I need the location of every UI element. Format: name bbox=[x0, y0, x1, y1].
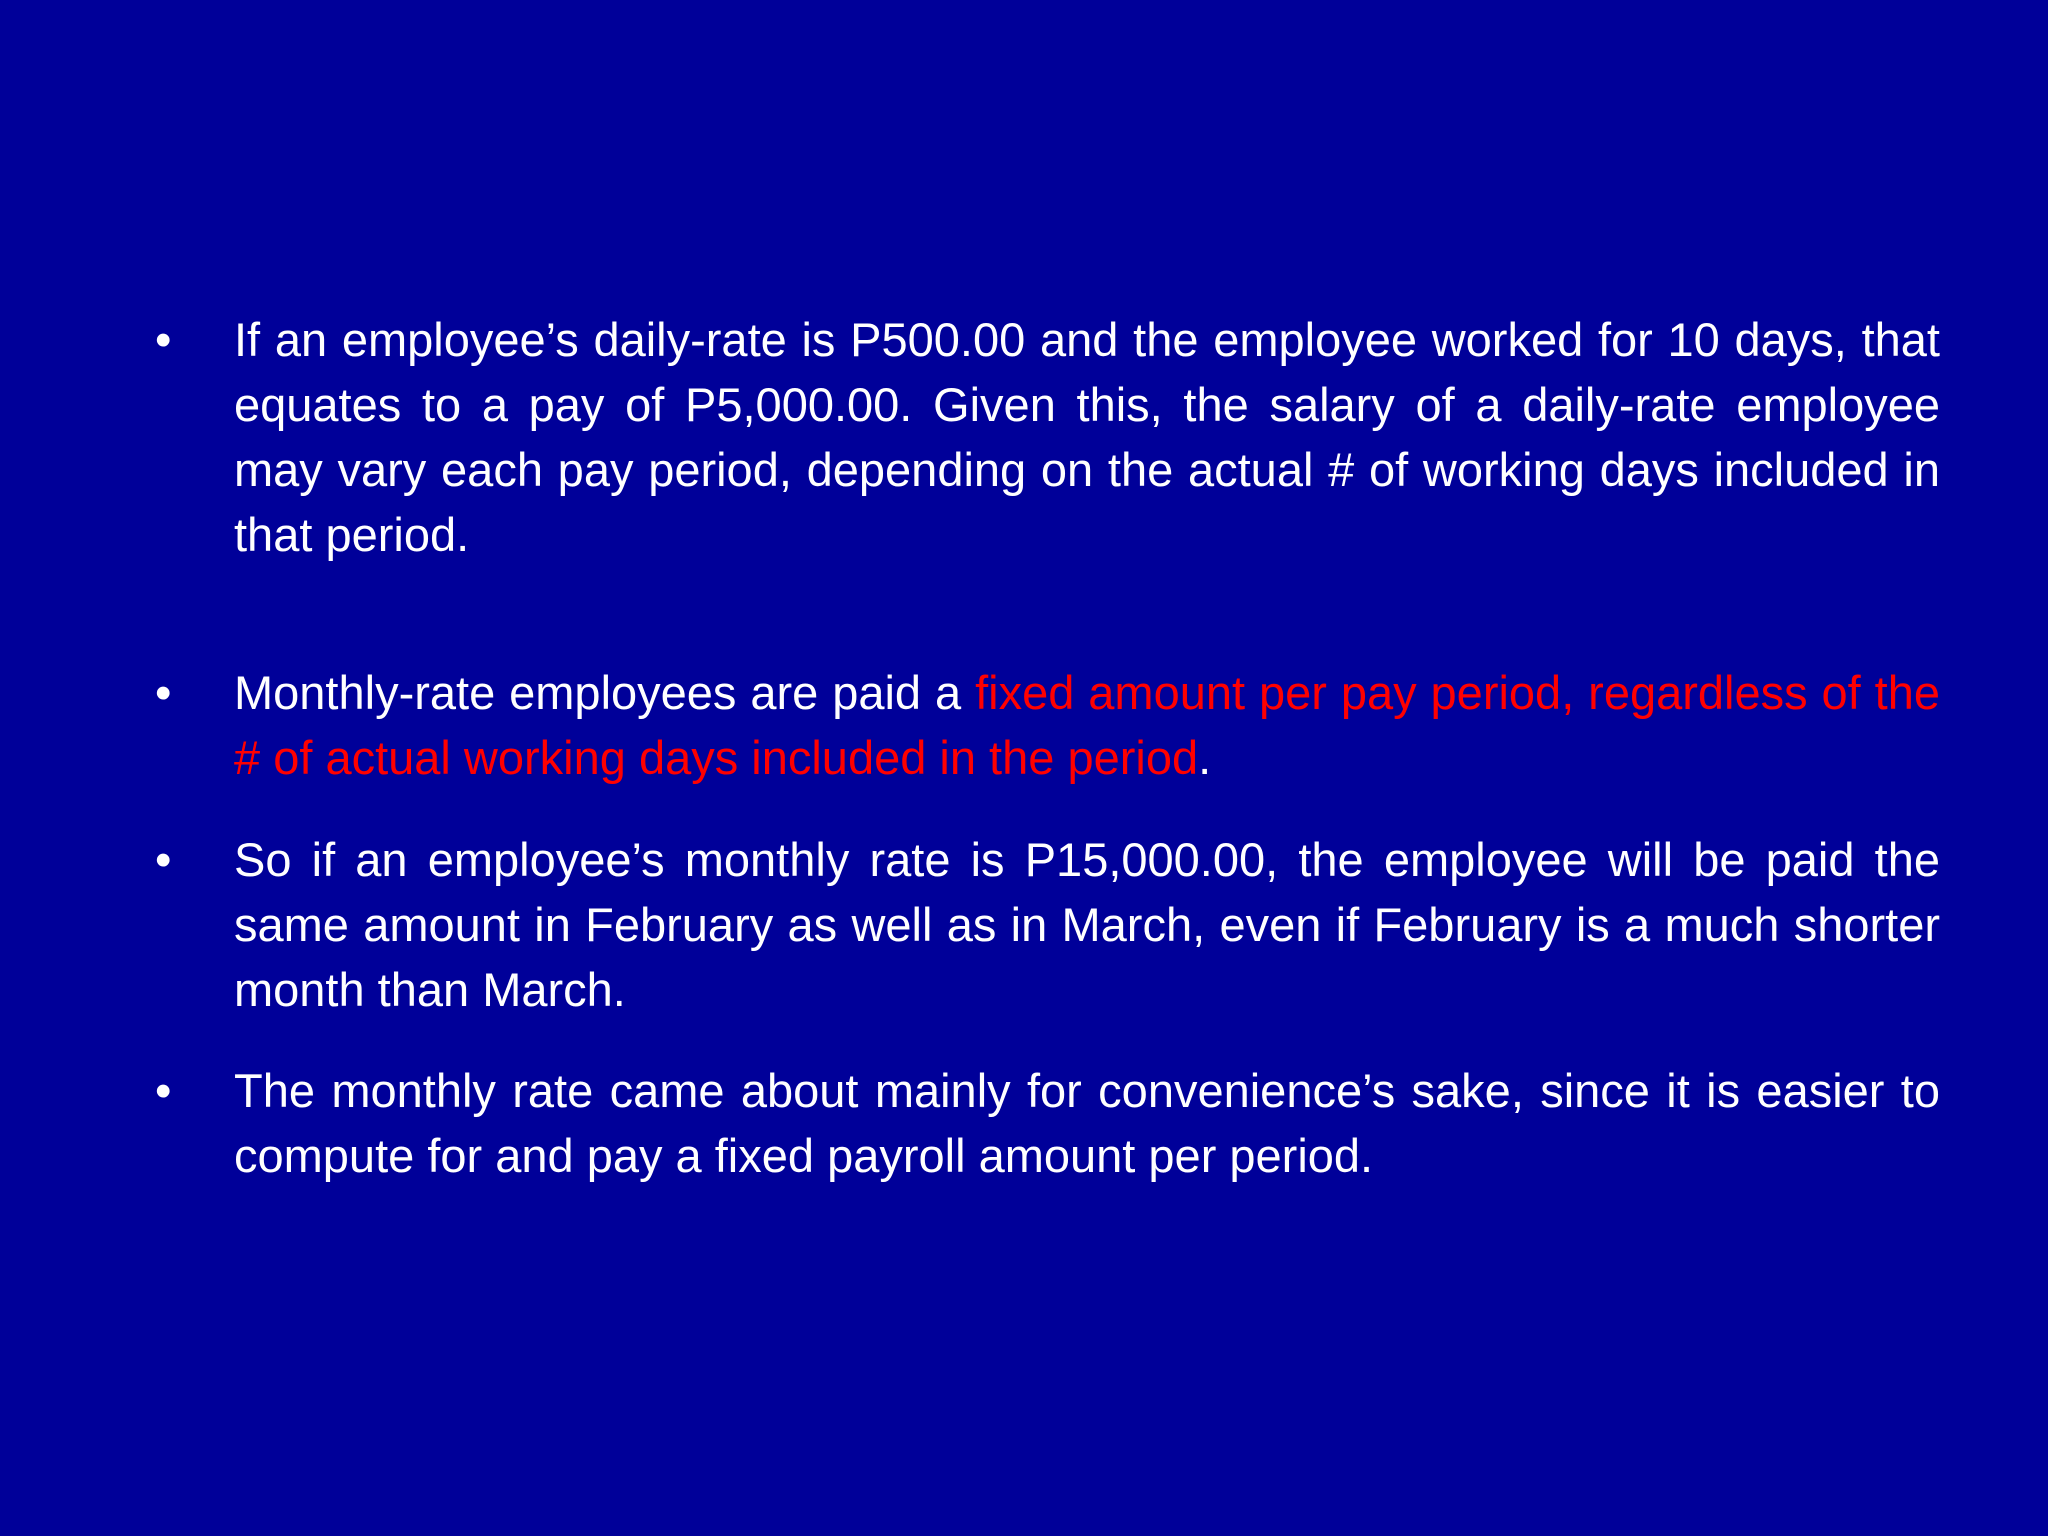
bullet-text: The monthly rate came about mainly for convenience’s sake, since it is easier to compute for and pay a fixed payroll amount per period. bbox=[234, 1064, 1940, 1182]
bullet-item-convenience bbox=[155, 1058, 1940, 1188]
bullet-text-before: Monthly-rate employees are paid a bbox=[234, 666, 976, 719]
bullet-item-monthly-example bbox=[155, 827, 1940, 1022]
bullet-text-after: . bbox=[1198, 731, 1212, 784]
bullet-text: So if an employee’s monthly rate is P15,000.00, the employee will be paid the same amount in February as well as in March, even if February is a much shorter month than March. bbox=[234, 833, 1940, 1016]
bullet-item-daily-rate bbox=[155, 307, 1940, 567]
bullet-icon: • bbox=[155, 833, 172, 886]
bullet-text: If an employee’s daily-rate is P500.00 and the employee worked for 10 days, that equates to a pay of P5,000.00. Given this, the salary of a daily-rate employee may vary each pay period, depending on the actual # of working days included in that period. bbox=[234, 313, 1940, 561]
bullet-icon: • bbox=[155, 1064, 172, 1117]
bullet-icon: • bbox=[155, 313, 172, 366]
bullet-item-monthly-rate bbox=[155, 660, 1941, 790]
bullet-icon: • bbox=[155, 666, 172, 719]
bullet-text-highlight: fixed amount per pay period, regardless of the # of actual working days included in the period bbox=[234, 666, 1941, 784]
